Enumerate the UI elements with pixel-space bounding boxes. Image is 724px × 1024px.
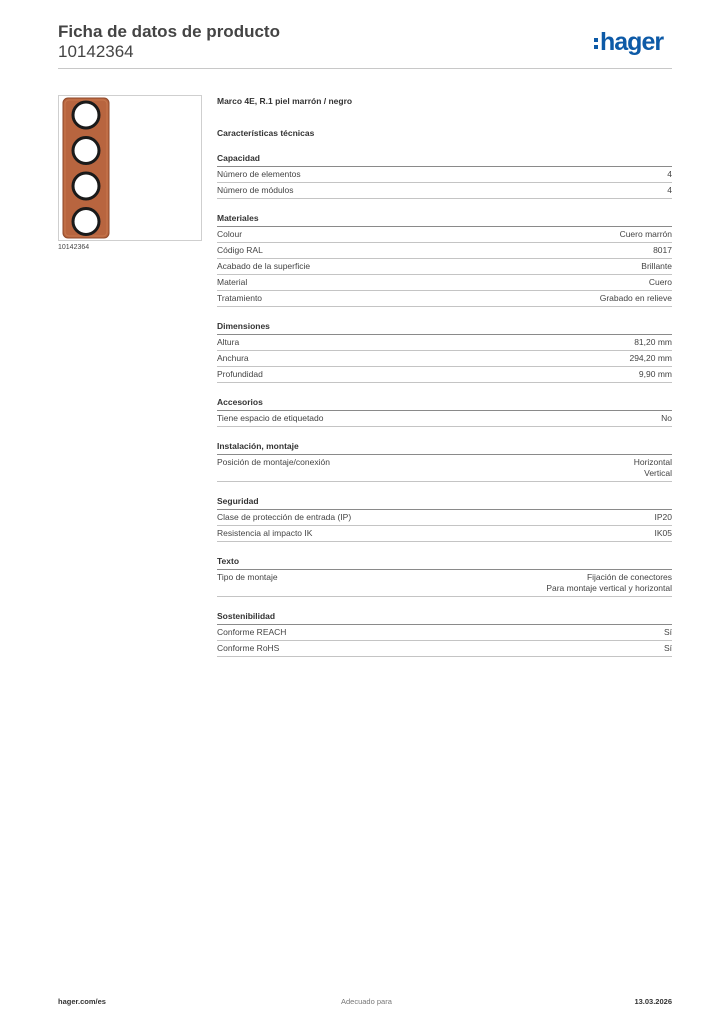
spec-label: Anchura xyxy=(217,353,249,363)
section-title: Dimensiones xyxy=(217,321,672,335)
spec-label: Resistencia al impacto IK xyxy=(217,528,313,538)
section-title: Seguridad xyxy=(217,496,672,510)
spec-section xyxy=(217,556,672,597)
frame-opening xyxy=(73,173,99,199)
spec-section xyxy=(217,496,672,542)
spec-value-line: Fijación de conectores xyxy=(586,572,672,582)
spec-label: Tratamiento xyxy=(217,293,263,303)
spec-value xyxy=(639,369,672,380)
spec-value xyxy=(655,528,673,539)
frame-opening xyxy=(73,209,99,235)
spec-label: Conforme RoHS xyxy=(217,643,280,653)
spec-section xyxy=(217,153,672,199)
spec-row xyxy=(217,243,672,259)
image-caption: 10142364 xyxy=(58,244,90,251)
spec-section xyxy=(217,441,672,482)
spec-row xyxy=(217,510,672,526)
spec-row xyxy=(217,625,672,641)
logo-dots-icon xyxy=(594,38,598,49)
section-title: Texto xyxy=(217,556,672,570)
section-title: Materiales xyxy=(217,213,672,227)
frame-image xyxy=(59,96,201,240)
spec-value-line: 9,90 mm xyxy=(638,369,672,379)
spec-value-line: Vertical xyxy=(644,468,672,478)
spec-section xyxy=(217,321,672,383)
spec-row xyxy=(217,227,672,243)
spec-value-line: 81,20 mm xyxy=(634,337,672,347)
spec-sections xyxy=(217,153,672,657)
spec-value-line: Sí xyxy=(663,643,672,653)
spec-value xyxy=(664,627,672,638)
spec-value-line: Para montaje vertical y horizontal xyxy=(546,583,672,593)
spec-label: Material xyxy=(217,277,248,287)
spec-value-line: Cuero marrón xyxy=(619,229,672,239)
spec-value-line: Grabado en relieve xyxy=(599,293,672,303)
spec-section xyxy=(217,397,672,427)
spec-label: Tiene espacio de etiquetado xyxy=(217,413,324,423)
spec-value-line: Brillante xyxy=(641,261,672,271)
logo-text: hager xyxy=(600,28,664,56)
spec-value-line: 294,20 mm xyxy=(629,353,672,363)
spec-row xyxy=(217,275,672,291)
spec-row xyxy=(217,291,672,307)
spec-value xyxy=(546,572,672,594)
spec-row xyxy=(217,183,672,199)
spec-label: Número de módulos xyxy=(217,185,294,195)
spec-row xyxy=(217,259,672,275)
spec-row xyxy=(217,526,672,542)
product-details xyxy=(217,96,672,657)
spec-value xyxy=(667,185,672,196)
header-divider xyxy=(58,68,672,69)
spec-row xyxy=(217,367,672,383)
spec-value xyxy=(600,293,672,304)
section-title: Capacidad xyxy=(217,153,672,167)
spec-value xyxy=(653,245,672,256)
spec-label: Clase de protección de entrada (IP) xyxy=(217,512,352,522)
spec-label: Posición de montaje/conexión xyxy=(217,457,330,467)
spec-row xyxy=(217,335,672,351)
spec-row xyxy=(217,570,672,597)
spec-value-line: IK05 xyxy=(654,528,672,538)
footer-suitable-for: Adecuado para xyxy=(341,997,392,1006)
technical-characteristics-heading: Características técnicas xyxy=(217,128,315,138)
spec-row xyxy=(217,351,672,367)
spec-section xyxy=(217,611,672,657)
spec-value xyxy=(620,229,672,240)
product-name: Marco 4E, R.1 piel marrón / negro xyxy=(217,96,353,106)
spec-value xyxy=(664,643,672,654)
spec-value xyxy=(655,512,673,523)
document-title: Ficha de datos de producto xyxy=(58,22,280,41)
footer-date: 13.03.2026 xyxy=(634,997,672,1006)
spec-value xyxy=(641,261,672,272)
section-title: Accesorios xyxy=(217,397,672,411)
spec-label: Número de elementos xyxy=(217,169,301,179)
spec-row xyxy=(217,167,672,183)
section-title: Instalación, montaje xyxy=(217,441,672,455)
spec-row xyxy=(217,411,672,427)
product-number: 10142364 xyxy=(58,42,134,61)
frame-opening xyxy=(73,102,99,128)
spec-value-line: Horizontal xyxy=(633,457,672,467)
spec-value-line: Cuero xyxy=(648,277,672,287)
spec-label: Colour xyxy=(217,229,243,239)
spec-value-line: IP20 xyxy=(654,512,672,522)
spec-value-line: No xyxy=(661,413,672,423)
spec-label: Código RAL xyxy=(217,245,263,255)
spec-section xyxy=(217,213,672,307)
section-title: Sostenibilidad xyxy=(217,611,672,625)
product-image xyxy=(58,95,202,241)
frame-opening xyxy=(73,138,99,164)
spec-label: Tipo de montaje xyxy=(217,572,278,582)
spec-value-line: 4 xyxy=(667,185,672,195)
spec-row xyxy=(217,641,672,657)
spec-value xyxy=(634,337,672,348)
spec-value xyxy=(661,413,672,424)
spec-label: Acabado de la superficie xyxy=(217,261,311,271)
hager-logo xyxy=(594,28,663,56)
spec-label: Altura xyxy=(217,337,240,347)
footer-website: hager.com/es xyxy=(58,997,106,1006)
spec-row xyxy=(217,455,672,482)
spec-value xyxy=(667,169,672,180)
spec-value xyxy=(649,277,672,288)
spec-value-line: Sí xyxy=(663,627,672,637)
spec-value-line: 4 xyxy=(667,169,672,179)
spec-value xyxy=(629,353,672,364)
spec-label: Conforme REACH xyxy=(217,627,287,637)
spec-label: Profundidad xyxy=(217,369,263,379)
spec-value-line: 8017 xyxy=(653,245,672,255)
page-header xyxy=(58,22,280,62)
spec-value xyxy=(634,457,672,479)
